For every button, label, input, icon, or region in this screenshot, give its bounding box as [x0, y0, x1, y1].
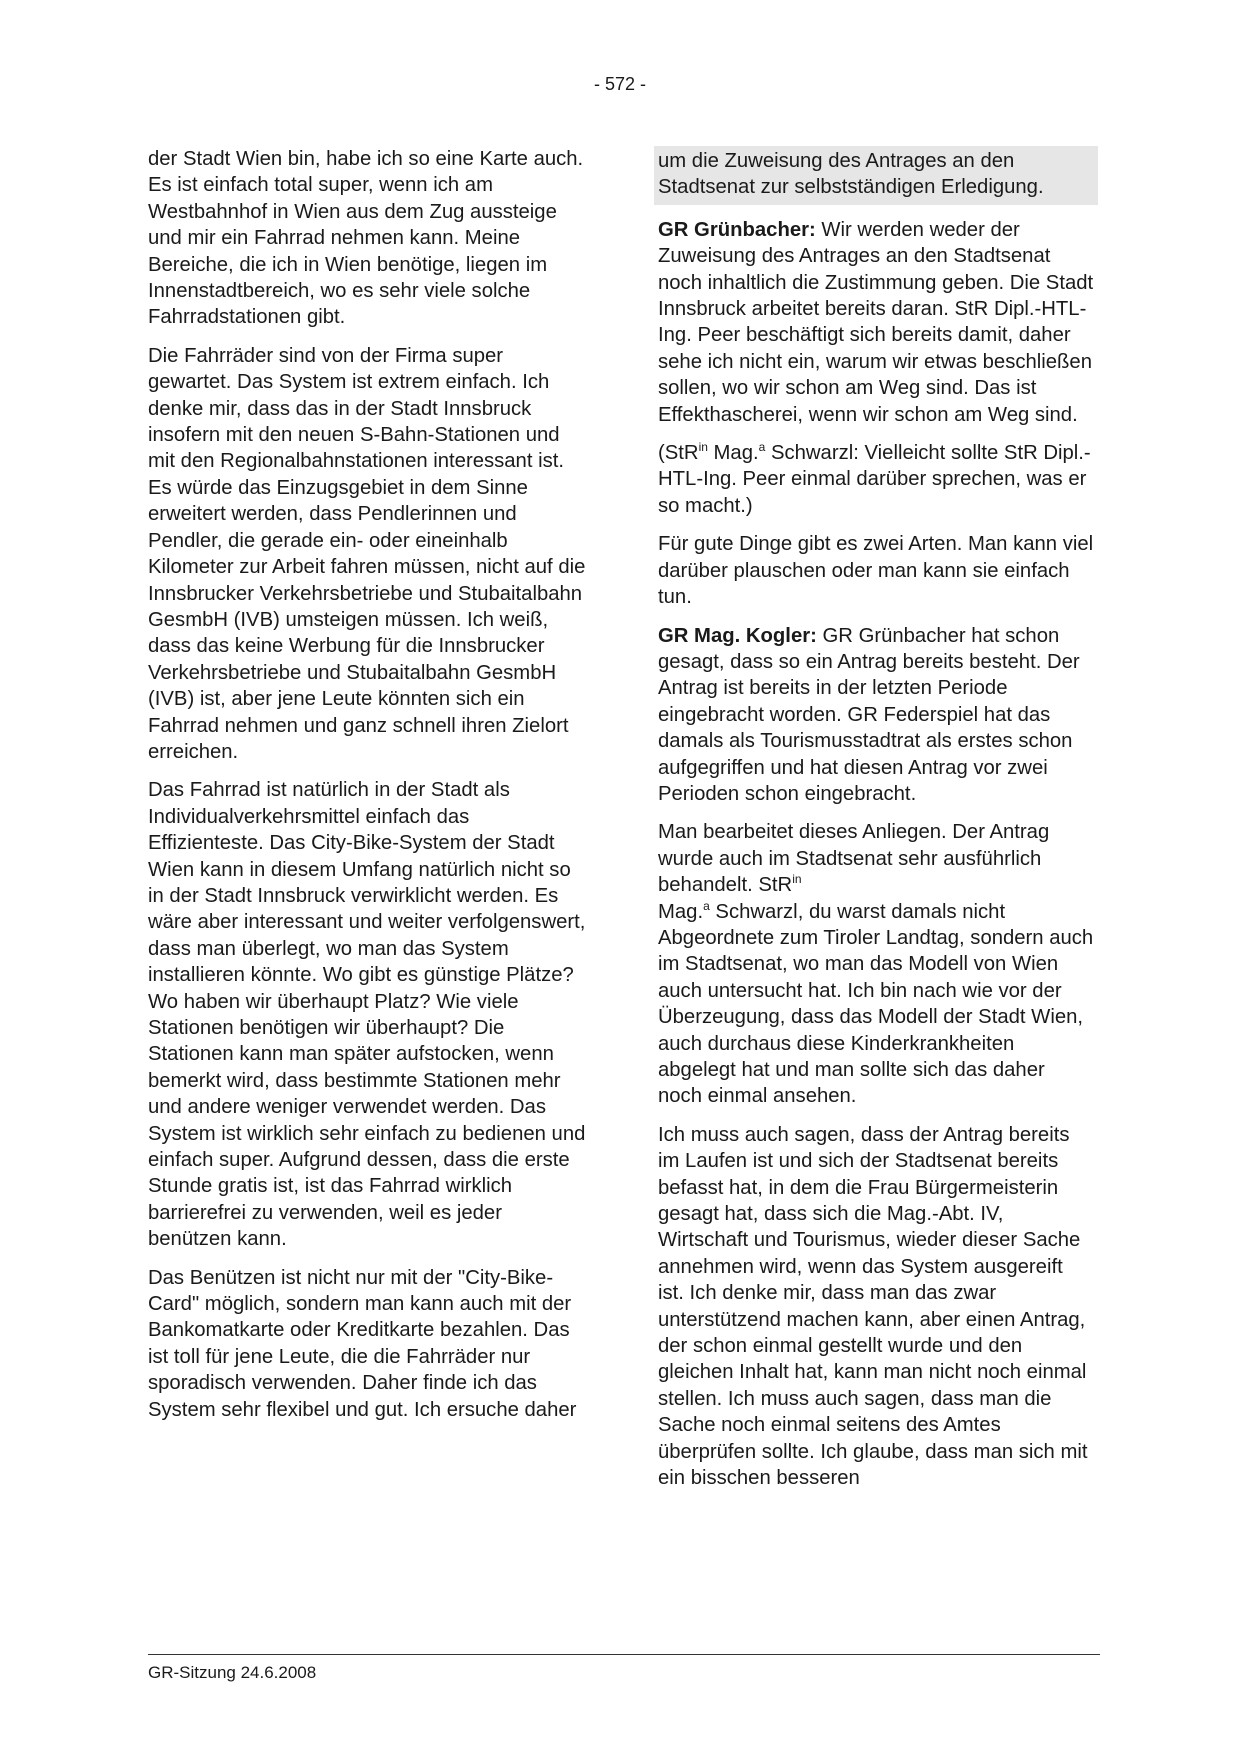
speaker-name: GR Grünbacher:: [658, 218, 816, 241]
superscript: a: [703, 898, 710, 913]
superscript: in: [698, 440, 708, 455]
paragraph: Für gute Dinge gibt es zwei Arten. Man kann viel darüber plauschen oder man kann sie einfach tun.: [658, 533, 1094, 609]
left-column: [148, 146, 588, 1435]
paragraph-gruenbacher: [658, 217, 1094, 428]
paragraph: Die Fahrräder sind von der Firma super gewartet. Das System ist extrem einfach. Ich denke mir, dass das in der Stadt Innsbruck insofern mit den neuen S-Bahn-Stationen und mit den Regionalbahnstationen interessant ist. Es würde das Einzugsgebiet in dem Sinne erweitert werden, dass Pendlerinnen und Pendler, die gerade ein- oder eineinhalb Kilometer zur Arbeit fahren müssen, nicht auf die Innsbrucker Verkehrsbetriebe und Stubaitalbahn GesmbH (IVB) umsteigen müssen. Ich weiß, dass das keine Werbung für die Innsbrucker Verkehrsbetriebe und Stubaitalbahn GesmbH (IVB) ist, aber jene Leute könnten sich ein Fahrrad nehmen und ganz schnell ihren Zielort erreichen.: [148, 344, 586, 763]
paragraph-kogler: [658, 623, 1094, 808]
interjection-text: Schwarzl: Vielleicht sollte StR Dipl.-HTL-Ing. Peer einmal darüber sprechen, was er so macht.): [658, 442, 1091, 517]
superscript: in: [792, 872, 802, 887]
paragraph: Ich muss auch sagen, dass der Antrag bereits im Laufen ist und sich der Stadtsenat bereits befasst hat, in dem die Frau Bürgermeisterin gesagt hat, dass sich die Mag.-Abt. IV, Wirtschaft und Tourismus, wieder dieser Sache annehmen wird, wenn das System ausgereift ist. Ich denke mir, dass man das zwar unterstützend machen kann, aber einen Antrag, der schon einmal gestellt wurde und den gleichen Inhalt hat, kann man nicht noch einmal stellen. Ich muss auch sagen, dass man die Sache noch einmal seitens des Amtes überprüfen sollte. Ich glaube, dass man sich mit ein bisschen besseren: [658, 1123, 1088, 1490]
page-number: - 572 -: [593, 74, 647, 94]
text-fragment: Mag.: [658, 900, 704, 923]
footer-divider: [148, 1654, 1100, 1655]
paragraph: der Stadt Wien bin, habe ich so eine Karte auch. Es ist einfach total super, wenn ich am Westbahnhof in Wien aus dem Zug aussteige und mir ein Fahrrad nehmen kann. Meine Bereiche, die ich in Wien benötige, liegen im Innenstadtbereich, wo es sehr viele solche Fahrradstationen gibt.: [148, 148, 584, 329]
speech-text: GR Grünbacher hat schon gesagt, dass so ein Antrag bereits besteht. Der Antrag ist bereits in der letzten Periode eingebracht worden. GR Federspiel hat das damals als Tourismusstadtrat als erstes schon aufgegriffen und hat diesen Antrag vor zwei Perioden schon eingebracht.: [658, 624, 1080, 805]
paragraph-anliegen: [658, 819, 1094, 1109]
paragraph: Das Benützen ist nicht nur mit der "City-Bike-Card" möglich, sondern man kann auch mit der Bankomatkarte oder Kreditkarte bezahlen. Das ist toll für jene Leute, die die Fahrräder nur sporadisch verwenden. Daher finde ich das System sehr flexibel und gut. Ich ersuche daher: [148, 1266, 577, 1421]
paragraph-interjection: [658, 440, 1094, 519]
interjection-mag: Mag.: [707, 442, 759, 465]
superscript: a: [758, 440, 766, 455]
paragraph: Das Fahrrad ist natürlich in der Stadt als Individualverkehrsmittel einfach das Effizienteste. Das City-Bike-System der Stadt Wien kann in diesem Umfang natürlich nicht so in der Stadt Innsbruck verwirklicht werden. Es wäre aber interessant und weiter verfolgenswert, dass man überlegt, wo man das System installieren könnte. Wo gibt es günstige Plätze? Wo haben wir überhaupt Platz? Wie viele Stationen benötigen wir überhaupt? Die Stationen kann man später aufstocken, wenn bemerkt wird, dass bestimmte Stationen mehr und andere weniger verwendet werden. Das System ist wirklich sehr einfach zu bedienen und einfach super. Aufgrund dessen, dass die erste Stunde gratis ist, ist das Fahrrad wirklich barrierefrei zu verwenden, weil es jeder benützen kann.: [148, 779, 586, 1251]
speech-text: Wir werden weder der Zuweisung des Antrages an den Stadtsenat noch inhaltlich die Zustimmung geben. Die Stadt Innsbruck arbeitet bereits daran. StR Dipl.-HTL-Ing. Peer beschäftigt sich bereits damit, daher sehe ich nicht ein, warum wir etwas beschließen sollen, wo wir schon am Weg sind. Das ist Effekthascherei, wenn wir schon am Weg sind.: [658, 218, 1094, 426]
footer-session-date: GR-Sitzung 24.6.2008: [148, 1663, 317, 1682]
motion-text-shaded: um die Zuweisung des Antrages an den Stadtsenat zur selbstständigen Erledigung.: [654, 146, 1098, 205]
right-column: [658, 146, 1098, 1504]
text-fragment: Man bearbeitet dieses Anliegen. Der Antrag wurde auch im Stadtsenat sehr ausführlich behandelt. StR: [658, 821, 1050, 897]
speaker-name: GR Mag. Kogler:: [658, 624, 817, 647]
interjection-open: (StR: [658, 442, 699, 465]
text-fragment: Schwarzl, du warst damals nicht Abgeordnete zum Tiroler Landtag, sondern auch im Stadtsenat, wo man das Modell von Wien auch untersucht hat. Ich bin nach wie vor der Überzeugung, dass das Modell der Stadt Wien, auch durchaus diese Kinderkrankheiten abgelegt hat und man sollte sich das daher noch einmal ansehen.: [658, 900, 1094, 1108]
